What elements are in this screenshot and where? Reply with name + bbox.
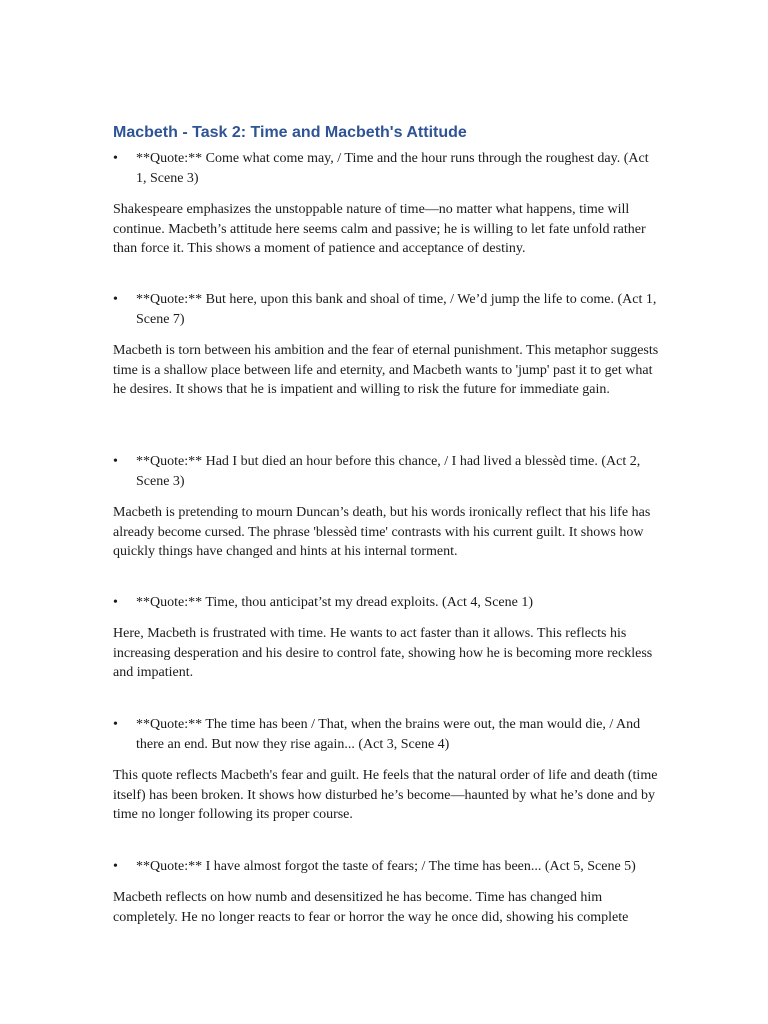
quote-bullet [113,452,661,492]
quote-section [113,593,661,683]
quote-section [113,857,661,927]
bullet-icon: • [113,454,118,469]
quote-bullet [113,149,661,189]
quote-section [113,715,661,825]
quote-text: **Quote:** Come what come may, / Time and the hour runs through the roughest day. (Act 1, Scene 3) [136,151,649,186]
quote-section [113,290,661,400]
analysis-paragraph: This quote reflects Macbeth's fear and guilt. He feels that the natural order of life and death (time itself) has been broken. It shows how disturbed he’s become—haunted by what he’s done and by time no longer following its proper course. [113,768,658,822]
bullet-icon: • [113,151,118,166]
quote-bullet [113,857,661,877]
bullet-icon: • [113,859,118,874]
quote-section [113,452,661,562]
quote-section [113,149,661,259]
analysis-paragraph: Macbeth is pretending to mourn Duncan’s death, but his words ironically reflect that his life has already become cursed. The phrase 'blessèd time' contrasts with his current guilt. It shows how quickly things have changed and hints at his internal torment. [113,505,651,559]
analysis-paragraph: Macbeth is torn between his ambition and the fear of eternal punishment. This metaphor suggests time is a shallow place between life and eternity, and Macbeth wants to 'jump' past it to get what he desires. It shows that he is impatient and willing to risk the future for immediate gain. [113,343,659,397]
quote-text: **Quote:** I have almost forgot the taste of fears; / The time has been... (Act 5, Scene 5) [136,859,636,874]
quote-bullet [113,593,661,613]
bullet-icon: • [113,717,118,732]
analysis-paragraph: Here, Macbeth is frustrated with time. He wants to act faster than it allows. This reflects his increasing desperation and his desire to control fate, showing how he is becoming more reckless and impatient. [113,626,653,680]
quote-bullet [113,715,661,755]
bullet-icon: • [113,595,118,610]
quote-text: **Quote:** Had I but died an hour before this chance, / I had lived a blessèd time. (Act 2, Scene 3) [136,454,641,489]
quote-text: **Quote:** Time, thou anticipat’st my dread exploits. (Act 4, Scene 1) [136,595,533,610]
document-title: Macbeth - Task 2: Time and Macbeth's Attitude [113,124,467,141]
quote-bullet [113,290,661,330]
quote-text: **Quote:** But here, upon this bank and shoal of time, / We’d jump the life to come. (Act 1, Scene 7) [136,292,657,327]
quote-text: **Quote:** The time has been / That, when the brains were out, the man would die, / And there an end. But now they rise again... (Act 3, Scene 4) [136,717,641,752]
analysis-paragraph: Macbeth reflects on how numb and desensitized he has become. Time has changed him completely. He no longer reacts to fear or horror the way he once did, showing his complete [113,890,629,925]
bullet-icon: • [113,292,118,307]
analysis-paragraph: Shakespeare emphasizes the unstoppable nature of time—no matter what happens, time will continue. Macbeth’s attitude here seems calm and passive; he is willing to let fate unfold rather than force it. This shows a moment of patience and acceptance of destiny. [113,202,646,256]
